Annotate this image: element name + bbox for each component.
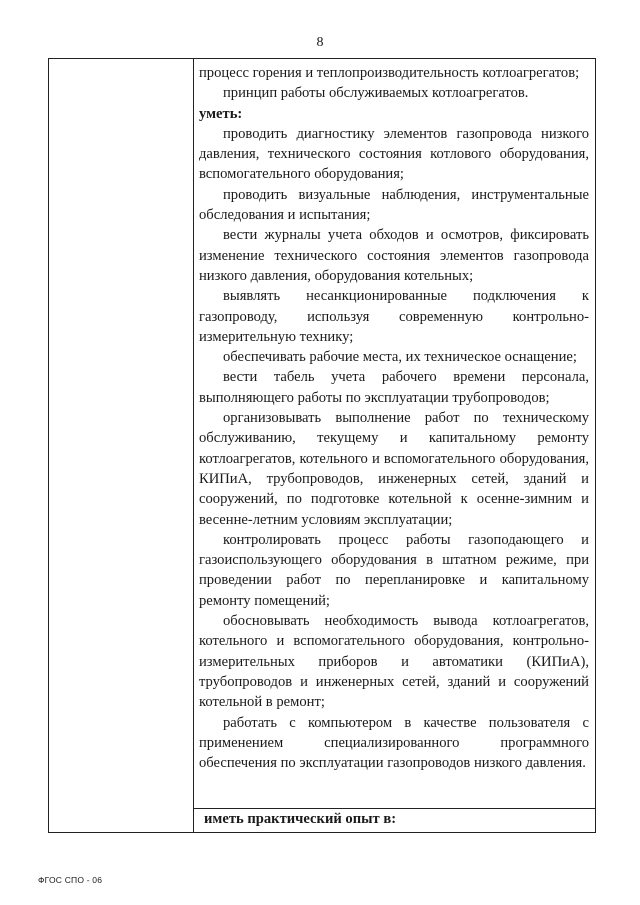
experience-heading: иметь практический опыт в: [194, 808, 595, 832]
page-number: 8 [316, 35, 324, 50]
table-right-column [194, 59, 595, 832]
intro-item-boiler-principle: принцип работы обслуживаемых котлоагрегатов. [223, 85, 529, 102]
skill-item: организовывать выполнение работ по техническому обслуживанию, текущему и капитальному ремонту котлоагрегатов, котельного и вспомогательного оборудования, КИПиА, трубопроводов, инженерных сетей, зданий и сооружений, по подготовке котельной к осенне-зимним и весенне-летним условиям эксплуатации; [199, 410, 589, 528]
skill-item: обосновывать необходимость вывода котлоагрегатов, котельного и вспомогательного оборудования, контрольно-измерительных приборов и автоматики (КИПиА), трубопроводов и инженерных сетей, зданий и сооружений котельной в ремонт; [199, 613, 589, 711]
skill-item: вести журналы учета обходов и осмотров, фиксировать изменение технического состояния элементов газопровода низкого давления, оборудования котельных; [199, 227, 589, 284]
skill-item: выявлять несанкционированные подключения к газопроводу, используя современную контрольно-измерительную технику; [199, 288, 589, 345]
intro-item-combustion: процесс горения и теплопроизводительность котлоагрегатов; [199, 65, 580, 81]
skill-item: обеспечивать рабочие места, их техническое оснащение; [223, 349, 577, 366]
skills-heading: уметь: [199, 105, 243, 122]
skill-item: проводить диагностику элементов газопровода низкого давления, технического состояния котлового оборудования, вспомогательного оборудования; [199, 125, 589, 183]
requirements-table [48, 58, 596, 833]
skill-item: вести табель учета рабочего времени персонала, выполняющего работы по эксплуатации трубопроводов; [199, 369, 589, 406]
table-left-column [49, 59, 194, 832]
skill-item: работать с компьютером в качестве пользователя с применением специализированного программного обеспечения по эксплуатации газопроводов низкого давления. [199, 714, 589, 772]
footer-standard-code: ФГОС СПО - 06 [38, 875, 103, 885]
skill-item: контролировать процесс работы газоподающего и газоиспользующего оборудования в штатном режиме, при проведении работ по перепланировке и капитальному ремонту помещений; [199, 531, 589, 609]
skill-item: проводить визуальные наблюдения, инструментальные обследования и испытания; [199, 186, 589, 224]
